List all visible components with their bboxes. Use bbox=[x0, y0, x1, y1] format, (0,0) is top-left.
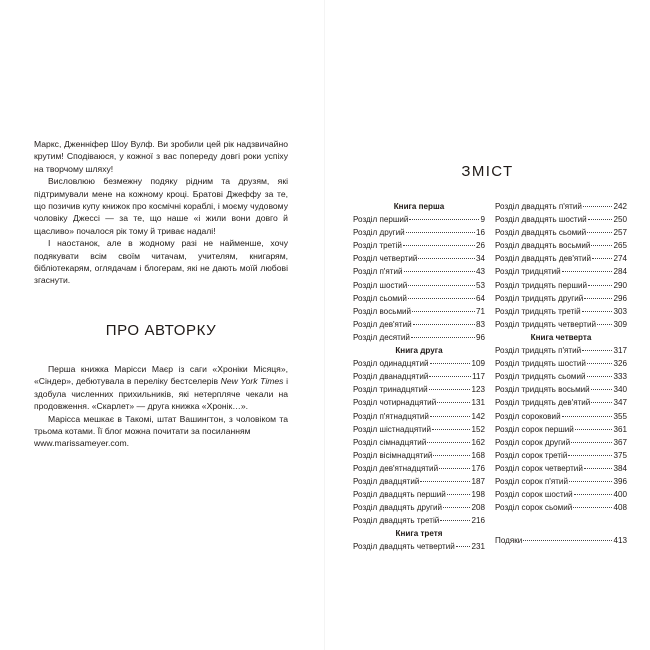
toc-leader-dots bbox=[433, 455, 470, 456]
toc-leader-dots bbox=[418, 258, 475, 259]
toc-page-number: 333 bbox=[613, 372, 627, 382]
toc-leader-dots bbox=[597, 324, 612, 325]
toc-entry[interactable] bbox=[353, 383, 485, 396]
toc-entry-label: Розділ сорок другий bbox=[495, 437, 571, 447]
right-page bbox=[325, 0, 650, 650]
toc-entry-label: Розділ третій bbox=[353, 241, 402, 251]
toc-entry-label: Розділ другий bbox=[353, 228, 405, 238]
toc-leader-dots bbox=[588, 285, 612, 286]
toc-leader-dots bbox=[592, 258, 612, 259]
toc-page-number: 152 bbox=[471, 424, 485, 434]
toc-entry[interactable] bbox=[353, 488, 485, 501]
toc-entry-label: Розділ сорок четвертий bbox=[495, 463, 583, 473]
toc-leader-dots bbox=[406, 232, 475, 233]
toc-page-number: 250 bbox=[613, 215, 627, 225]
toc-entry-label: Розділ четвертий bbox=[353, 254, 418, 264]
toc-leader-dots bbox=[430, 416, 471, 417]
toc-entry-label: Розділ сорок сьомий bbox=[495, 503, 573, 513]
toc-leader-dots bbox=[432, 429, 470, 430]
contents-heading: ЗМІСТ bbox=[461, 163, 514, 180]
toc-entry[interactable] bbox=[495, 318, 627, 331]
toc-leader-dots bbox=[429, 376, 471, 377]
toc-entry-label: Розділ двадцять другий bbox=[353, 503, 442, 513]
toc-leader-dots bbox=[591, 389, 613, 390]
toc-page-number: 367 bbox=[613, 437, 627, 447]
toc-page-number: 187 bbox=[471, 476, 485, 486]
toc-entry[interactable] bbox=[495, 292, 627, 305]
toc-entry-label: Розділ тридцять п'ятий bbox=[495, 346, 582, 356]
toc-page-number: 216 bbox=[471, 516, 485, 526]
toc-part-heading: Книга друга bbox=[395, 346, 443, 356]
toc-entry-label: Розділ шістнадцятий bbox=[353, 424, 431, 434]
toc-entry[interactable] bbox=[495, 396, 627, 409]
toc-leader-dots bbox=[420, 481, 470, 482]
toc-page-number: 309 bbox=[613, 319, 627, 329]
toc-leader-dots bbox=[573, 507, 612, 508]
toc-entry-label: Розділ сороковий bbox=[495, 411, 561, 421]
toc-entry[interactable] bbox=[353, 357, 485, 370]
toc-entry-label: Розділ тридцять сьомий bbox=[495, 372, 586, 382]
toc-entry[interactable] bbox=[495, 305, 627, 318]
toc-leader-dots bbox=[571, 442, 612, 443]
toc-entry[interactable] bbox=[495, 279, 627, 292]
toc-entry[interactable] bbox=[495, 226, 627, 239]
toc-page-number: 43 bbox=[475, 267, 485, 277]
toc-entry-label: Розділ двадцять четвертий bbox=[353, 542, 455, 552]
toc-page-number: 71 bbox=[475, 306, 485, 316]
toc-entry[interactable] bbox=[495, 344, 627, 357]
toc-entry[interactable] bbox=[495, 410, 627, 423]
toc-entry[interactable] bbox=[353, 410, 485, 423]
toc-entry[interactable] bbox=[495, 239, 627, 252]
toc-page-number: 176 bbox=[471, 463, 485, 473]
toc-leader-dots bbox=[582, 350, 612, 351]
toc-leader-dots bbox=[588, 219, 613, 220]
toc-entry-label: Розділ тридцятий bbox=[495, 267, 561, 277]
toc-leader-dots bbox=[575, 429, 613, 430]
about-author-heading: ПРО АВТОРКУ bbox=[105, 322, 217, 339]
toc-leader-dots bbox=[429, 389, 471, 390]
about-paragraph: Марісса мешкає в Такомі, штат Вашингтон, з чоловіком та трьома котами. Її блог можна почитати за посиланням bbox=[34, 413, 288, 437]
toc-leader-dots bbox=[440, 520, 470, 521]
toc-entry-label: Розділ двадцять третій bbox=[353, 516, 440, 526]
toc-entry-label: Розділ сьомий bbox=[353, 293, 407, 303]
toc-entry[interactable] bbox=[353, 318, 485, 331]
about-paragraph bbox=[34, 363, 288, 413]
toc-entry-label: Розділ двадцять восьмий bbox=[495, 241, 591, 251]
toc-entry-label: Розділ тринадцятий bbox=[353, 385, 428, 395]
toc-page-number: 109 bbox=[471, 359, 485, 369]
toc-spacer bbox=[495, 524, 627, 534]
toc-entry[interactable] bbox=[353, 514, 485, 527]
toc-leader-dots bbox=[439, 468, 470, 469]
toc-page-number: 296 bbox=[613, 293, 627, 303]
toc-page-number: 347 bbox=[613, 398, 627, 408]
toc-part-heading: Книга перша bbox=[393, 202, 445, 211]
toc-entry[interactable] bbox=[353, 396, 485, 409]
toc-entry-label: Розділ двадцять шостий bbox=[495, 215, 587, 225]
toc-leader-dots bbox=[427, 442, 470, 443]
toc-page-number: 162 bbox=[471, 437, 485, 447]
toc-leader-dots bbox=[568, 455, 612, 456]
toc-entry[interactable] bbox=[495, 423, 627, 436]
toc-page-number: 284 bbox=[613, 267, 627, 277]
toc-leader-dots bbox=[562, 271, 613, 272]
toc-entry[interactable] bbox=[495, 449, 627, 462]
toc-page-number: 142 bbox=[471, 411, 485, 421]
toc-leader-dots bbox=[403, 245, 475, 246]
toc-entry-label: Розділ двадцять п'ятий bbox=[495, 202, 582, 211]
toc-entry-label: Розділ дев'ятнадцятий bbox=[353, 463, 439, 473]
toc-entry-label: Розділ восьмий bbox=[353, 306, 412, 316]
toc-leader-dots bbox=[411, 337, 475, 338]
toc-entry[interactable] bbox=[353, 213, 485, 226]
toc-entry-label: Розділ дев'ятий bbox=[353, 319, 412, 329]
toc-page-number: 413 bbox=[613, 536, 627, 546]
toc-entry[interactable] bbox=[353, 501, 485, 514]
toc-page-number: 290 bbox=[613, 280, 627, 290]
toc-entry[interactable] bbox=[495, 534, 627, 547]
toc-page-number: 317 bbox=[613, 346, 627, 356]
toc-entry[interactable] bbox=[495, 370, 627, 383]
toc-entry[interactable] bbox=[353, 370, 485, 383]
ack-paragraph: І наостанок, але в жодному разі не найменше, хочу подякувати всім своїм читачам, учителям, книгарям, бібліотекарям, оглядачам і блогерам, які не дають моїй любові згаснути. bbox=[34, 238, 288, 286]
toc-page-number: 198 bbox=[471, 490, 485, 500]
toc-entry[interactable] bbox=[353, 436, 485, 449]
toc-leader-dots bbox=[443, 507, 470, 508]
toc-page-number: 355 bbox=[613, 411, 627, 421]
toc-entry-label: Подяки bbox=[495, 536, 523, 546]
toc-entry-label: Розділ тридцять дев'ятий bbox=[495, 398, 591, 408]
toc-leader-dots bbox=[413, 324, 475, 325]
toc-entry-label: Розділ сорок третій bbox=[495, 450, 568, 460]
toc-page-number: 361 bbox=[613, 424, 627, 434]
about-p1-start: Перша книжка Марісси Маєр із саги «Хроніки Місяця», «Сіндер», дебютувала в переліку бестселерів bbox=[34, 364, 288, 387]
toc-page-number: 274 bbox=[613, 254, 627, 264]
toc-entry[interactable] bbox=[353, 449, 485, 462]
toc-entry-label: Розділ тридцять третій bbox=[495, 306, 581, 316]
toc-leader-dots bbox=[404, 271, 475, 272]
toc-leader-dots bbox=[456, 546, 471, 547]
toc-entry[interactable] bbox=[353, 331, 485, 344]
toc-page-number: 208 bbox=[471, 503, 485, 513]
toc-leader-dots bbox=[584, 298, 612, 299]
toc-entry[interactable] bbox=[495, 213, 627, 226]
toc-entry-label: Розділ вісімнадцятий bbox=[353, 450, 433, 460]
toc-entry[interactable] bbox=[495, 488, 627, 501]
toc-page-number: 340 bbox=[613, 385, 627, 395]
toc-entry[interactable] bbox=[495, 252, 627, 265]
toc-entry[interactable] bbox=[495, 357, 627, 370]
toc-leader-dots bbox=[408, 285, 475, 286]
toc-page-number: 265 bbox=[613, 241, 627, 251]
toc-leader-dots bbox=[583, 206, 613, 207]
toc-entry-label: Розділ двадцять сьомий bbox=[495, 228, 587, 238]
toc-entry[interactable] bbox=[495, 436, 627, 449]
toc-page-number: 117 bbox=[472, 372, 485, 382]
toc-leader-dots bbox=[523, 540, 612, 541]
toc-page-number: 26 bbox=[475, 241, 485, 251]
toc-leader-dots bbox=[430, 363, 471, 364]
toc-page-number: 123 bbox=[471, 385, 485, 395]
ack-paragraph: Маркс, Дженніфер Шоу Вулф. Ви зробили цей рік надзвичайно крутим! Сподіваюся, у кожної з вас попереду довгі роки успіху на творчому шляху! bbox=[34, 139, 288, 174]
toc-entry-label: Розділ сімнадцятий bbox=[353, 437, 427, 447]
toc-page-number: 231 bbox=[471, 542, 485, 552]
toc-entry[interactable] bbox=[495, 462, 627, 475]
toc-page-number: 96 bbox=[475, 332, 485, 342]
toc-entry[interactable] bbox=[353, 475, 485, 488]
toc-entry[interactable] bbox=[495, 265, 627, 278]
toc-page-number: 257 bbox=[613, 228, 627, 238]
toc-entry-label: Розділ п'ятий bbox=[353, 267, 403, 277]
toc-page-number: 64 bbox=[475, 293, 485, 303]
toc-leader-dots bbox=[587, 376, 613, 377]
toc-entry-label: Розділ тридцять шостий bbox=[495, 359, 586, 369]
toc-entry[interactable] bbox=[495, 501, 627, 514]
toc-leader-dots bbox=[584, 468, 613, 469]
toc-entry[interactable] bbox=[353, 265, 485, 278]
toc-entry-label: Розділ п'ятнадцятий bbox=[353, 411, 429, 421]
toc-entry-label: Розділ перший bbox=[353, 215, 409, 225]
ack-paragraph: Висловлюю безмежну подяку рідним та друзям, які підтримували мене на кожному кроці. Братові Джеффу за те, що позичив купу книжок про космічні кораблі, і моєму чудовому чоловіку Джессі — за те, що наше «і жили вони довго й щасливо» почалося рік тому й триває надалі! bbox=[34, 176, 288, 236]
about-p1-end: і здобула численних прихильників, які нетерпляче чекали на продовження. «Скарлет» — друга книжка «Хронік…». bbox=[34, 376, 288, 412]
toc-entry-label: Розділ тридцять четвертий bbox=[495, 319, 597, 329]
toc-entry[interactable] bbox=[353, 540, 485, 553]
toc-page-number: 16 bbox=[475, 228, 485, 238]
toc-leader-dots bbox=[587, 232, 612, 233]
toc-entry[interactable] bbox=[353, 226, 485, 239]
toc-leader-dots bbox=[447, 494, 471, 495]
toc-entry-label: Розділ дванадцятий bbox=[353, 372, 429, 382]
toc-entry[interactable] bbox=[353, 239, 485, 252]
toc-page-number: 53 bbox=[475, 280, 485, 290]
toc-page-number: 326 bbox=[613, 359, 627, 369]
about-author-text bbox=[34, 363, 288, 450]
toc-leader-dots bbox=[591, 245, 612, 246]
toc-entry[interactable] bbox=[495, 475, 627, 488]
toc-entry-label: Розділ одинадцятий bbox=[353, 359, 429, 369]
toc-page-number: 400 bbox=[613, 490, 627, 500]
toc-entry-label: Розділ двадцять перший bbox=[353, 490, 446, 500]
acknowledgements-text bbox=[34, 138, 288, 287]
toc-entry-label: Розділ сорок перший bbox=[495, 424, 574, 434]
toc-leader-dots bbox=[591, 402, 612, 403]
toc-page-number: 303 bbox=[613, 306, 627, 316]
toc-entry[interactable] bbox=[495, 200, 627, 213]
toc-page-number: 396 bbox=[613, 476, 627, 486]
newspaper-title: New York Times bbox=[220, 376, 284, 387]
toc-leader-dots bbox=[587, 363, 613, 364]
toc-leader-dots bbox=[412, 311, 475, 312]
toc-entry[interactable] bbox=[353, 462, 485, 475]
toc-entry-label: Розділ двадцятий bbox=[353, 476, 420, 486]
toc-page-number: 242 bbox=[613, 202, 627, 211]
toc-part-heading: Книга третя bbox=[395, 529, 443, 539]
toc-leader-dots bbox=[408, 298, 475, 299]
toc-page-number: 375 bbox=[613, 450, 627, 460]
toc-entry-label: Розділ тридцять другий bbox=[495, 293, 584, 303]
toc-entry-label: Розділ сорок шостий bbox=[495, 490, 573, 500]
toc-part-heading: Книга четверта bbox=[530, 332, 592, 342]
toc-page-number: 34 bbox=[475, 254, 485, 264]
toc-leader-dots bbox=[437, 402, 470, 403]
author-website-link[interactable]: www.marissameyer.com. bbox=[34, 438, 130, 449]
toc-page-number: 168 bbox=[471, 450, 485, 460]
toc-entry[interactable] bbox=[353, 279, 485, 292]
toc-page-number: 83 bbox=[475, 319, 485, 329]
toc-leader-dots bbox=[409, 219, 479, 220]
toc-entry[interactable] bbox=[353, 252, 485, 265]
toc-leader-dots bbox=[582, 311, 613, 312]
toc-leader-dots bbox=[562, 416, 613, 417]
toc-page-number: 9 bbox=[480, 215, 485, 225]
toc-entry[interactable] bbox=[495, 383, 627, 396]
toc-entry-label: Розділ сорок п'ятий bbox=[495, 476, 568, 486]
toc-entry-label: Розділ чотирнадцятий bbox=[353, 398, 437, 408]
toc-entry[interactable] bbox=[353, 292, 485, 305]
toc-page-number: 384 bbox=[613, 463, 627, 473]
toc-entry[interactable] bbox=[353, 423, 485, 436]
toc-entry-label: Розділ тридцять восьмий bbox=[495, 385, 590, 395]
toc-entry-label: Розділ шостий bbox=[353, 280, 408, 290]
toc-leader-dots bbox=[569, 481, 613, 482]
toc-entry-label: Розділ десятий bbox=[353, 332, 410, 342]
toc-leader-dots bbox=[574, 494, 613, 495]
toc-page-number: 131 bbox=[471, 398, 485, 408]
toc-entry-label: Розділ тридцять перший bbox=[495, 280, 588, 290]
toc-page-number: 408 bbox=[613, 503, 627, 513]
toc-entry[interactable] bbox=[353, 305, 485, 318]
toc-entry-label: Розділ двадцять дев'ятий bbox=[495, 254, 592, 264]
contents-column-left bbox=[353, 200, 485, 554]
toc-spacer bbox=[495, 514, 627, 524]
contents-column-right bbox=[495, 200, 627, 547]
